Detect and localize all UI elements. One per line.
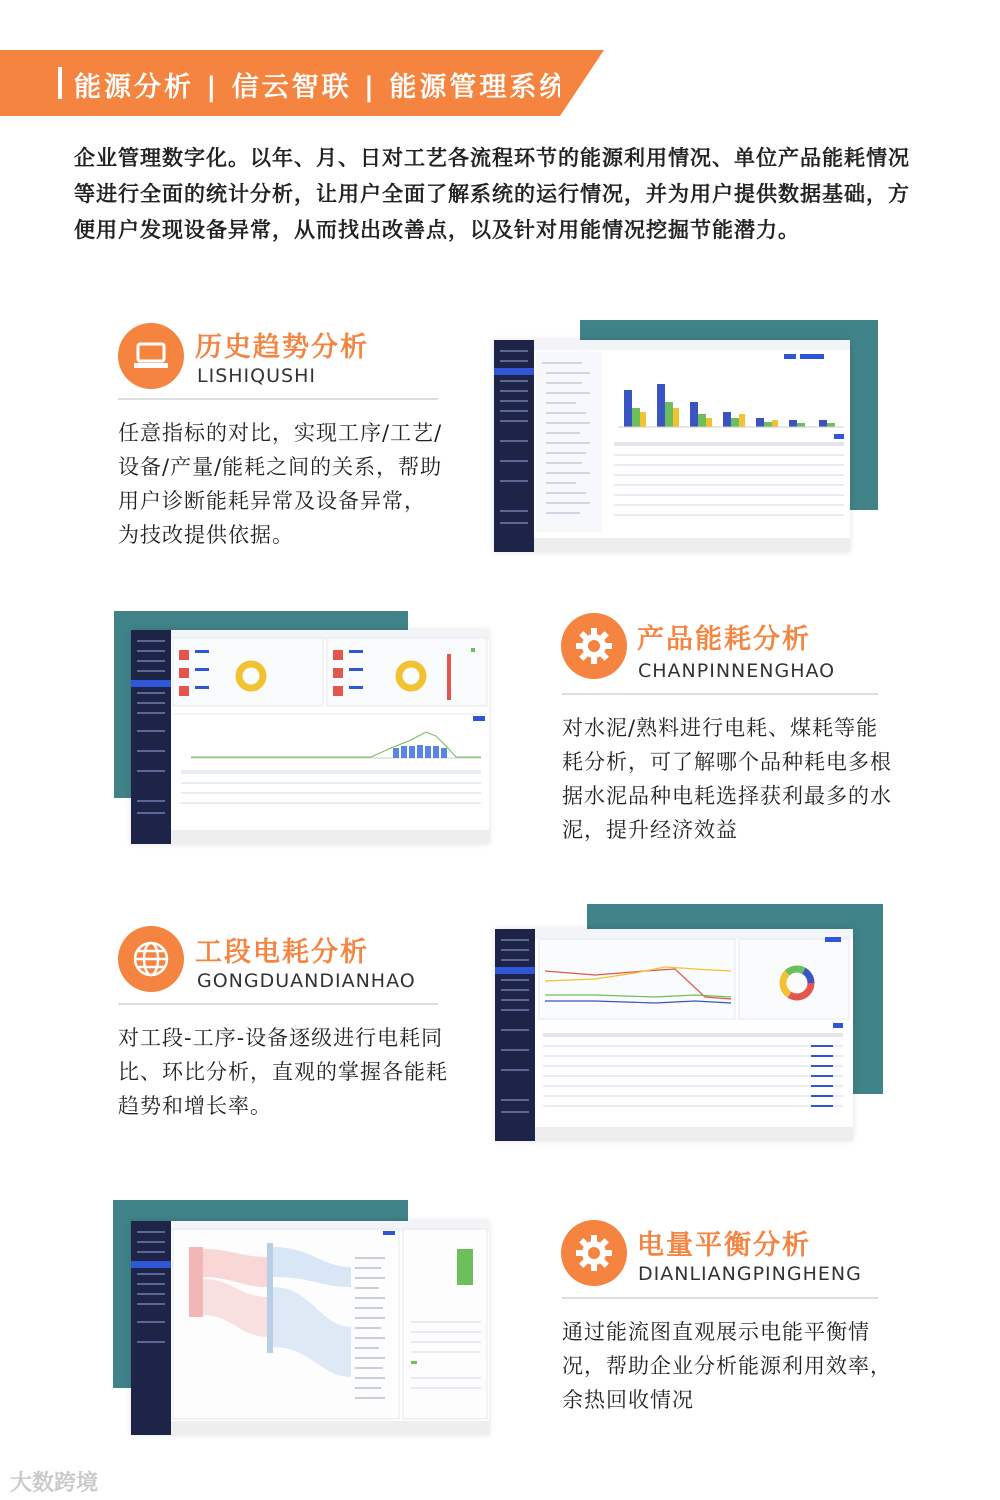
gear-icon	[561, 1220, 627, 1286]
section-pinyin-section: GONGDUANDIANHAO	[197, 970, 416, 992]
section-divider	[118, 398, 438, 400]
banner-bar	[58, 67, 62, 99]
section-title-history: 历史趋势分析	[195, 332, 369, 363]
section-desc-section: 对工段-工序-设备逐级进行电耗同比、环比分析，直观的掌握各能耗趋势和增长率。	[118, 1026, 448, 1118]
section-pinyin-history: LISHIQUSHI	[197, 365, 316, 387]
section-divider	[562, 1297, 878, 1299]
section-title-section: 工段电耗分析	[195, 937, 369, 968]
header-banner	[0, 50, 570, 116]
section-title-product: 产品能耗分析	[637, 624, 811, 655]
section-divider	[118, 1003, 438, 1005]
screenshot-history-trend	[494, 340, 850, 552]
watermark: 大数跨境	[10, 1471, 99, 1496]
section-desc-product: 对水泥/熟料进行电耗、煤耗等能耗分析，可了解哪个品种耗电多根据水泥品种电耗选择获利最多的水泥，提升经济效益	[562, 716, 892, 842]
screenshot-power-balance	[131, 1221, 489, 1435]
laptop-icon	[118, 323, 184, 389]
section-desc-history: 任意指标的对比，实现工序/工艺/设备/产量/能耗之间的关系，帮助用户诊断能耗异常及设备异常，为技改提供依据。	[118, 421, 443, 547]
section-divider	[562, 693, 878, 695]
section-desc-balance: 通过能流图直观展示电能平衡情况，帮助企业分析能源利用效率，余热回收情况	[562, 1320, 892, 1412]
screenshot-product-energy	[131, 630, 489, 844]
intro-paragraph: 企业管理数字化。以年、月、日对工艺各流程环节的能源利用情况、单位产品能耗情况等进行全面的统计分析，让用户全面了解系统的运行情况，并为用户提供数据基础，方便用户发现设备异常，从而找出改善点，以及针对用能情况挖掘节能潜力。	[74, 146, 910, 242]
screenshot-section-energy	[495, 929, 853, 1141]
gear-icon	[561, 613, 627, 679]
page-title: 能源分析 | 信云智联 | 能源管理系统	[74, 72, 570, 103]
section-title-balance: 电量平衡分析	[637, 1230, 811, 1261]
section-pinyin-balance: DIANLIANGPINGHENG	[638, 1263, 862, 1285]
section-pinyin-product: CHANPINNENGHAO	[638, 660, 836, 682]
globe-icon	[118, 926, 184, 992]
